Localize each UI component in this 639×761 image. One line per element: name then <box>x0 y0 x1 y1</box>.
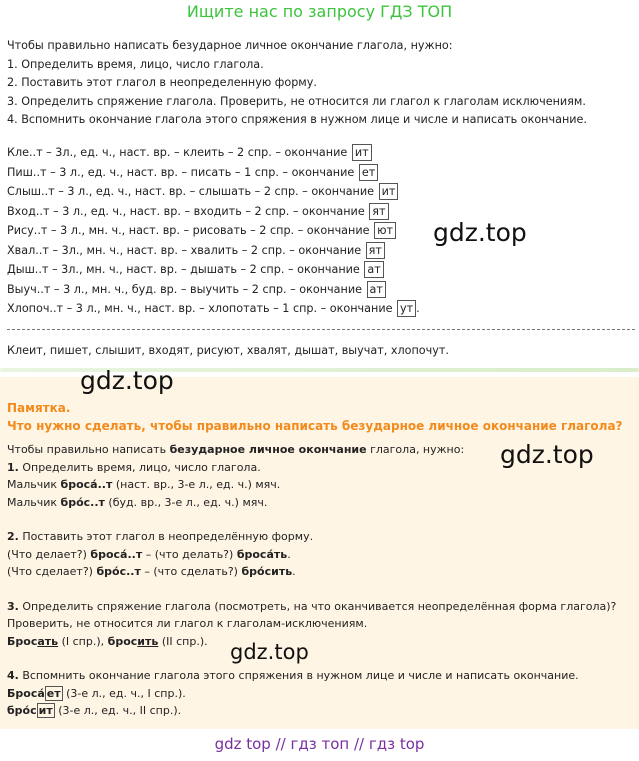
step-number: 2. <box>7 530 19 543</box>
ending-box: ет <box>359 164 378 181</box>
memo-step <box>7 528 616 546</box>
bold-text: бро́с..т <box>96 565 141 578</box>
memo-step <box>7 667 616 685</box>
text: (буд. вр., 3-е л., ед. ч.) мяч. <box>104 495 268 509</box>
watermark: gdz.top <box>500 440 594 469</box>
memo-example <box>7 546 616 564</box>
memo-question: Что нужно сделать, чтобы правильно написать безударное личное окончание глагола? <box>7 419 623 433</box>
text: Определить спряжение глагола (посмотреть, на что оканчивается неопределённая форма глагола)? <box>18 599 617 613</box>
ending-box: ит <box>379 183 399 200</box>
footer-watermark: gdz top // гдз топ // гдз top <box>214 735 425 753</box>
text: Мальчик <box>7 478 61 491</box>
ending-box: ют <box>374 222 396 239</box>
bold-text: бро́с <box>7 704 37 717</box>
memo-example <box>7 563 616 581</box>
ending-box: ат <box>367 281 386 298</box>
instruction-line: Чтобы правильно написать безударное личное окончание глагола, нужно: <box>7 39 453 52</box>
exercise-row <box>7 221 420 241</box>
ending-box: ит <box>352 144 372 161</box>
promo-banner: Ищите нас по запросу ГДЗ ТОП <box>186 2 453 21</box>
ending-box: ут <box>397 300 416 317</box>
exercise-row <box>7 143 420 163</box>
text: – (что сделать?) <box>140 565 242 578</box>
bold-text: броса́..т <box>90 547 143 561</box>
exercise-list <box>7 143 420 319</box>
exercise-row <box>7 260 420 280</box>
watermark: gdz.top <box>80 366 174 395</box>
text: глагола, нужно: <box>366 443 465 456</box>
step-number: 1. <box>7 460 19 474</box>
bold-text: броса́ть <box>236 547 288 561</box>
exercise-row <box>7 182 420 202</box>
exercise-text: Хлопоч..т – 3 л., мн. ч., наст. вр. – хлопотать – 1 спр. – окончание <box>7 302 397 315</box>
text: (Что сделает?) <box>7 565 97 578</box>
text: (3-е л., ед. ч., I спр.). <box>62 686 186 700</box>
memo-step <box>7 598 616 616</box>
underlined-suffix: ать <box>37 634 59 648</box>
exercise-text: Рису..т – 3 л., мн. ч., наст. вр. – рисовать – 2 спр. – окончание <box>7 224 374 237</box>
memo-example <box>7 633 616 651</box>
instructions <box>7 37 635 130</box>
text: Чтобы правильно написать <box>7 443 170 456</box>
exercise-row <box>7 163 420 183</box>
text: Поставить этот глагол в неопределённую форму. <box>18 530 314 543</box>
memo-example <box>7 685 616 703</box>
memo-step-line: Проверить, не относится ли глагол к глаголам-исключениям. <box>7 617 368 630</box>
instruction-line: 1. Определить время, лицо, число глагола. <box>7 57 264 71</box>
exercise-text: Выуч..т – 3 л., мн. ч., буд. вр. – выучить – 2 спр. – окончание <box>7 282 366 296</box>
exercise-row <box>7 280 420 300</box>
answer-line: Клеит, пишет, слышит, входят, рисуют, хвалят, дышат, выучат, хлопочут. <box>7 344 449 357</box>
text: (II спр.). <box>158 634 208 648</box>
underlined-suffix: ить <box>137 634 159 648</box>
bold-text: безударное личное окончание <box>169 443 367 456</box>
exercise-row <box>7 202 420 222</box>
ending-box: ит <box>38 704 53 717</box>
bold-text: бро́сить <box>241 565 293 578</box>
memo-title: Памятка. <box>7 401 71 415</box>
text: – (что делать?) <box>142 547 237 561</box>
instruction-line: 2. Поставить этот глагол в неопределенную форму. <box>7 76 317 89</box>
text: Мальчик <box>7 495 61 509</box>
bold-text: Броса́ <box>7 686 45 700</box>
step-number: 3. <box>7 599 19 613</box>
ending-box: ят <box>369 203 388 220</box>
exercise-text: Дыш..т – 3л., мн. ч., наст. вр. – дышать – 2 спр. – окончание <box>7 263 364 276</box>
text: (3-е л., ед. ч., II спр.). <box>54 704 182 717</box>
exercise-text: Хвал..т – 3л., мн. ч., наст. вр. – хвалить – 2 спр. – окончание <box>7 243 365 257</box>
bold-text: Брос <box>7 634 38 648</box>
exercise-text: Вход..т – 3 л., ед. ч., наст. вр. – входить – 2 спр. – окончание <box>7 204 369 218</box>
instruction-line: 4. Вспомнить окончание глагола этого спряжения в нужном лице и числе и написать окончание. <box>7 113 587 126</box>
exercise-text: Пиш..т – 3 л., ед. ч., наст. вр. – писать – 1 спр. – окончание <box>7 165 358 179</box>
text: . <box>292 565 296 578</box>
exercise-row <box>7 299 420 319</box>
text: (I спр.), <box>58 634 108 648</box>
watermark: gdz.top <box>230 640 309 664</box>
exercise-tail: . <box>416 302 420 315</box>
instruction-line: 3. Определить спряжение глагола. Проверить, не относится ли глагол к глаголам исключениям. <box>7 94 586 108</box>
step-number: 4. <box>7 669 19 682</box>
bold-text: брос <box>107 634 138 648</box>
text: (наст. вр., 3-е л., ед. ч.) мяч. <box>112 478 281 491</box>
watermark: gdz.top <box>433 218 527 247</box>
exercise-row <box>7 241 420 261</box>
ending-box: ят <box>366 242 385 259</box>
memo-example <box>7 494 616 512</box>
ending-box: ат <box>364 261 383 278</box>
memo-example <box>7 476 616 494</box>
memo-body <box>7 441 616 720</box>
text: . <box>287 547 291 561</box>
bold-text: бро́с..т <box>60 495 105 509</box>
exercise-text: Кле..т – 3л., ед. ч., наст. вр. – клеить – 2 спр. – окончание <box>7 146 351 159</box>
text: Вспомнить окончание глагола этого спряжения в нужном лице и числе и написать окончание. <box>18 669 579 682</box>
dashed-divider <box>7 329 635 330</box>
memo-example <box>7 702 616 720</box>
text: (Что делает?) <box>7 547 91 561</box>
ending-box: ет <box>46 686 61 700</box>
text: Определить время, лицо, число глагола. <box>18 460 261 474</box>
bold-text: броса́..т <box>60 478 113 491</box>
memo-panel <box>0 377 639 729</box>
exercise-text: Слыш..т – 3 л., ед. ч., наст. вр. – слышать – 2 спр. – окончание <box>7 185 378 198</box>
